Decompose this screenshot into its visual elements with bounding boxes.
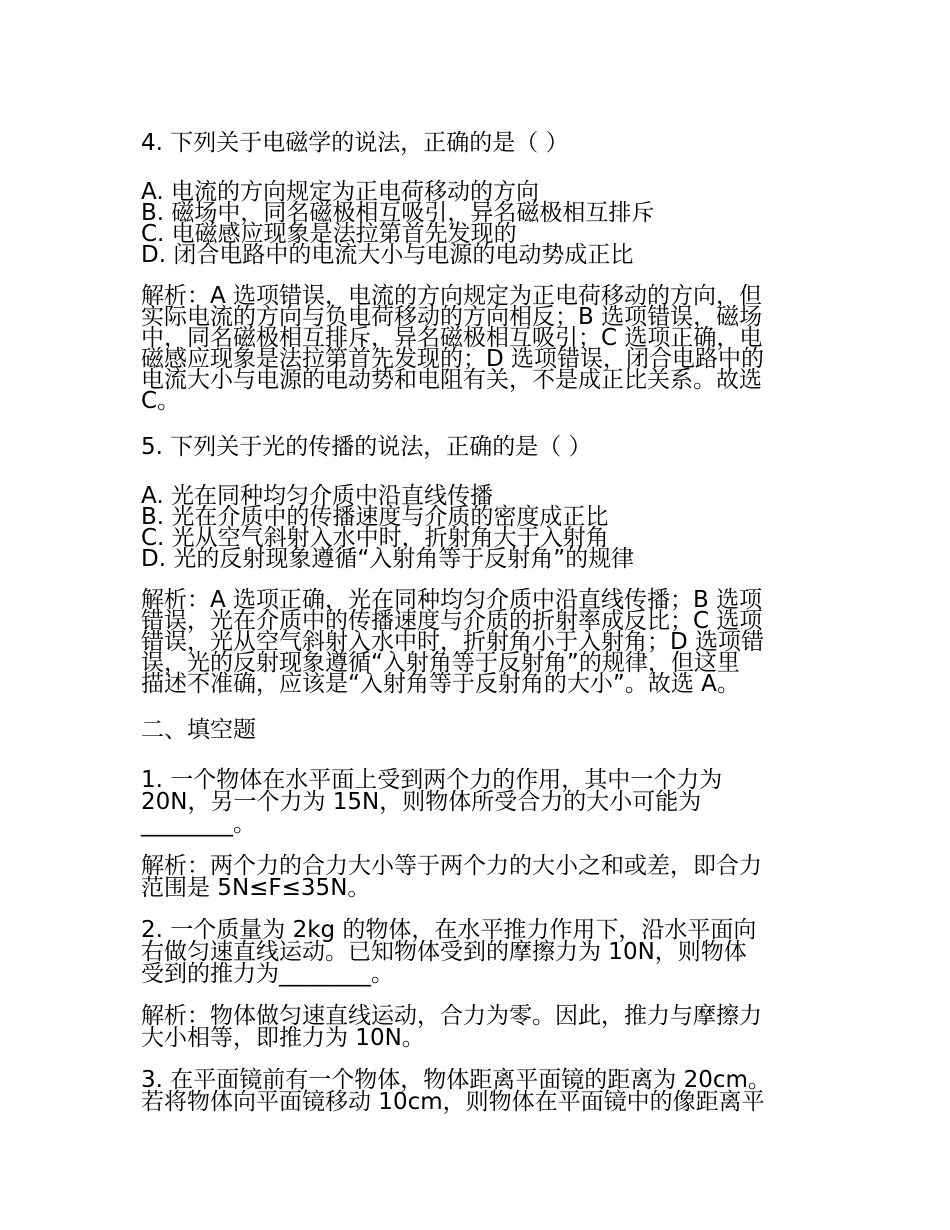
stem-line: 20N，另一个力为 15N，则物体所受合力的大小可能为 [141,789,702,815]
option-b: B. 磁场中，同名磁极相互吸引，异名磁极相互排斥 [141,200,655,226]
stem-line: 若将物体向平面镜移动 10cm，则物体在平面镜中的像距离平 [141,1089,765,1115]
analysis-line: 实际电流的方向与负电荷移动的方向相反；B 选项错误，磁场 [141,304,763,330]
fill-2-stem [141,919,813,985]
question-4-stem: 4. 下列关于电磁学的说法，正确的是（ ） [141,130,569,156]
option-a: A. 光在同种均匀介质中沿直线传播 [141,483,493,509]
section-2-title: 二、填空题 [141,717,256,743]
question-5-stem: 5. 下列关于光的传播的说法，正确的是（ ） [141,434,592,460]
document-page [141,128,813,1133]
analysis-line: 大小相等，即推力为 10N。 [141,1025,425,1051]
fill-1-stem [141,769,813,835]
stem-line: 右做匀速直线运动。已知物体受到的摩擦力为 10N，则物体 [141,939,747,965]
stem-line: ________。 [141,811,256,837]
analysis-line: 解析：物体做匀速直线运动，合力为零。因此，推力与摩擦力 [141,1003,762,1029]
analysis-line: 错误，光在介质中的传播速度与介质的折射率成反比；C 选项 [141,608,763,634]
fill-1-analysis [141,855,813,899]
analysis-line: 描述不准确，应该是“入射角等于反射角的大小”。故选 A。 [141,671,740,697]
analysis-line: 中，同名磁极相互排斥，异名磁极相互吸引；C 选项正确，电 [141,325,763,351]
question-5-analysis [141,587,813,697]
question-5-options [141,483,813,572]
analysis-line: C。 [141,388,181,414]
option-b: B. 光在介质中的传播速度与介质的密度成正比 [141,504,609,530]
fill-2-analysis [141,1005,813,1049]
analysis-line: 范围是 5N≤F≤35N。 [141,875,371,901]
option-a: A. 电流的方向规定为正电荷移动的方向 [141,179,539,205]
analysis-line: 解析：两个力的合力大小等于两个力的大小之和或差，即合力 [141,853,762,879]
option-d: D. 闭合电路中的电流大小与电源的电动势成正比 [141,242,634,268]
analysis-line: 解析：A 选项错误，电流的方向规定为正电荷移动的方向，但 [141,283,763,309]
option-c: C. 电磁感应现象是法拉第首先发现的 [141,221,517,247]
stem-line: 受到的推力为________。 [141,961,394,987]
stem-line: 3. 在平面镜前有一个物体，物体距离平面镜的距离为 20cm。 [141,1067,771,1093]
analysis-line: 误，光的反射现象遵循“入射角等于反射角”的规律，但这里 [141,650,740,676]
question-4-options [141,179,813,268]
analysis-line: 电流大小与电源的电动势和电阻有关，不是成正比关系。故选 [141,367,762,393]
stem-line: 1. 一个物体在水平面上受到两个力的作用，其中一个力为 [141,767,723,793]
stem-line: 2. 一个质量为 2kg 的物体，在水平推力作用下，沿水平面向 [141,917,757,943]
fill-3-stem [141,1069,813,1113]
option-c: C. 光从空气斜射入水中时，折射角大于入射角 [141,525,609,551]
option-d: D. 光的反射现象遵循“入射角等于反射角”的规律 [141,546,635,572]
analysis-line: 磁感应现象是法拉第首先发现的；D 选项错误，闭合电路中的 [141,346,765,372]
question-4-analysis [141,283,813,414]
analysis-line: 错误，光从空气斜射入水中时，折射角小于入射角；D 选项错 [141,629,765,655]
analysis-line: 解析：A 选项正确，光在同种均匀介质中沿直线传播；B 选项 [141,587,763,613]
